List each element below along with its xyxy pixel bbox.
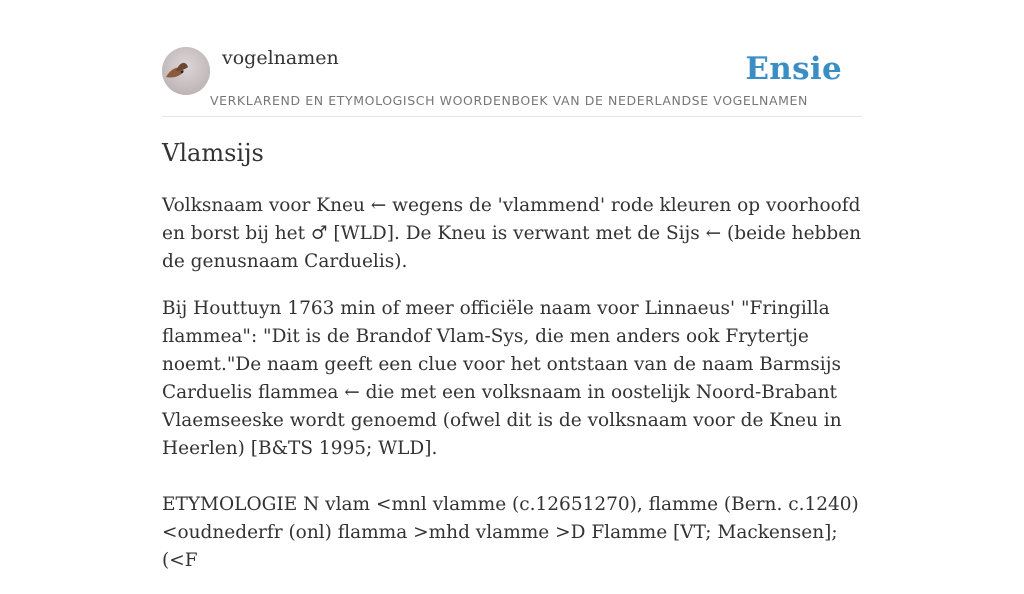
entry-content — [162, 192, 867, 594]
bird-avatar-icon[interactable] — [162, 47, 210, 95]
site-tagline: VERKLAREND EN ETYMOLOGISCH WOORDENBOEK VAN DE NEDERLANDSE VOGELNAMEN — [210, 93, 808, 108]
entry-title: Vlamsijs — [162, 139, 264, 167]
site-header — [162, 47, 862, 117]
site-name[interactable]: vogelnamen — [222, 47, 339, 69]
entry-paragraph-etymology: ETYMOLOGIE N vlam <mnl vlamme (c.12651270), flamme (Bern. c.1240) <oudnederfr (onl) flamma >mhd vlamme >D Flamme [VT; Mackensen]; (<F — [162, 494, 859, 571]
entry-paragraph-1: Volksnaam voor Kneu ← wegens de 'vlammend' rode kleuren op voorhoofd en borst bij het ♂ [WLD]. De Kneu is verwant met de Sijs ← (beide hebben de genusnaam Carduelis). — [162, 195, 862, 272]
entry-paragraph-2: Bij Houttuyn 1763 min of meer officiële naam voor Linnaeus' "Fringilla flammea": "Dit is de Brandof Vlam-Sys, die men anders ook Frytertje noemt."De naam geeft een clue voor het ontstaan van de naam Barmsijs Carduelis flammea ← die met een volksnaam in oostelijk Noord-Brabant Vlaemseeske wordt genoemd (ofwel dit is de volksnaam voor de Kneu in Heerlen) [B&TS 1995; WLD]. — [162, 298, 842, 459]
brand-logo[interactable]: Ensie — [745, 51, 842, 87]
